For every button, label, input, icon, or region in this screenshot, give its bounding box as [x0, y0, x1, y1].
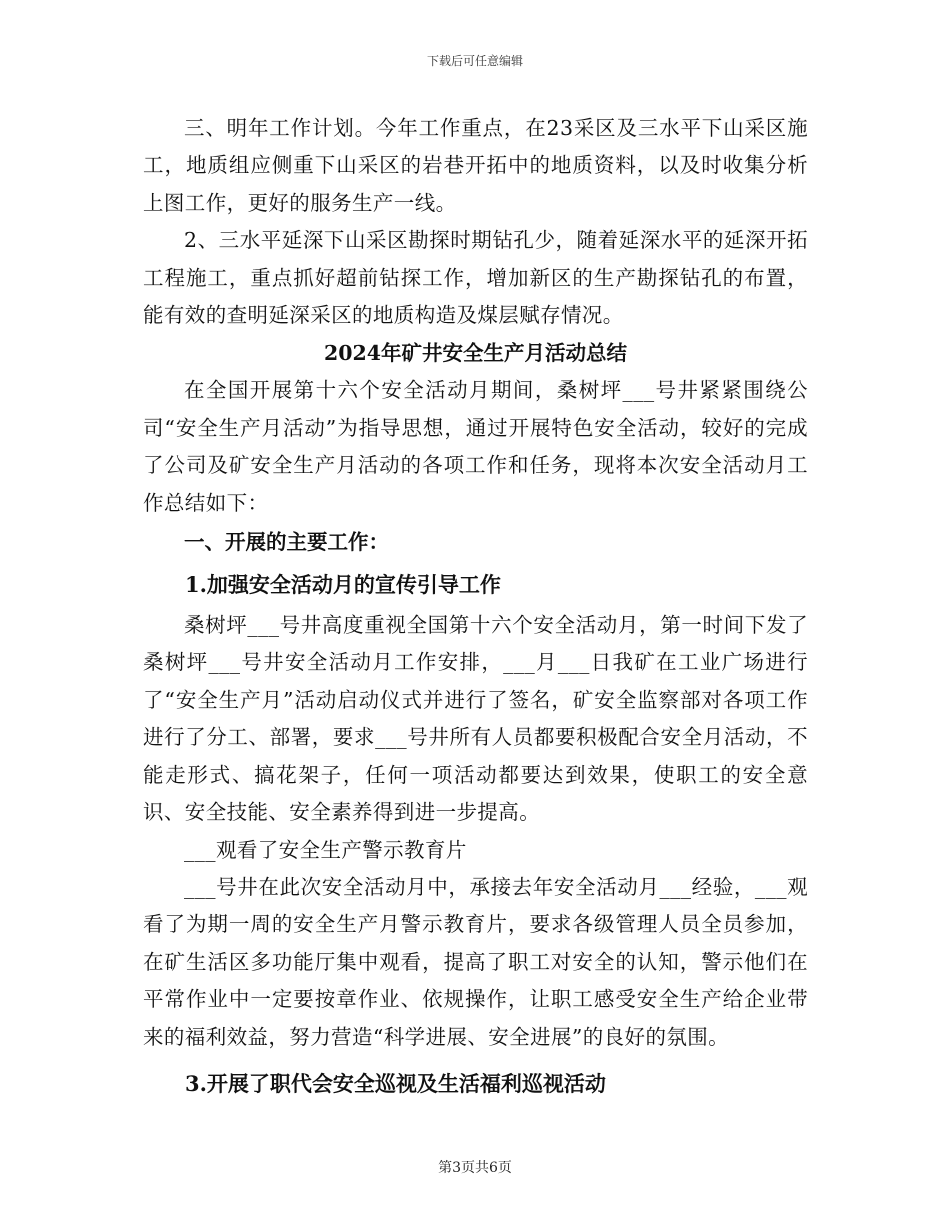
document-title: 2024年矿井安全生产月活动总结	[323, 341, 628, 366]
paragraph-warning-film-heading: ___观看了安全生产警示教育片	[184, 837, 467, 862]
page-footer: 第3页共6页	[438, 1160, 512, 1176]
page-header: 下载后可任意编辑	[426, 54, 523, 68]
paragraph-drilling: 2、三水平延深下山采区勘探时期钻孔少，随着延深水平的延深开拓工程施工，重点抓好超前钻探工作，增加新区的生产勘探钻孔的布置，能有效的查明延深采区的地质构造及煤层赋存情况。	[143, 228, 808, 328]
paragraph-warning-film: ___号井在此次安全活动月中，承接去年安全活动月___经验，___观看了为期一周的安全生产月警示教育片，要求各级管理人员全员参加，在矿生活区多功能厅集中观看，提高了职工对安全的认知，警示他们在平常作业中一定要按章作业、依规操作，让职工感受安全生产给企业带来的福利效益，努力营造“科学进展、安全进展”的良好的氛围。	[143, 874, 808, 1049]
document-body	[143, 110, 808, 1106]
paragraph-publicity: 桑树坪___号井高度重视全国第十六个安全活动月，第一时间下发了桑树坪___号井安全活动月工作安排，___月___日我矿在工业广场进行了“安全生产月”活动启动仪式并进行了签名，矿安全监察部对各项工作进行了分工、部署，要求___号井所有人员都要积极配合安全月活动，不能走形式、搞花架子，任何一项活动都要达到效果，使职工的安全意识、安全技能、安全素养得到进一步提高。	[143, 613, 808, 825]
paragraph-intro: 在全国开展第十六个安全活动月期间，桑树坪___号井紧紧围绕公司“安全生产月活动”为指导思想，通过开展特色安全活动，较好的完成了公司及矿安全生产月活动的各项工作和任务，现将本次安全活动月工作总结如下：	[143, 378, 808, 515]
paragraph-work-plan: 三、明年工作计划。今年工作重点，在23采区及三水平下山采区施工，地质组应侧重下山采区的岩巷开拓中的地质资料，以及时收集分析上图工作，更好的服务生产一线。	[143, 116, 808, 215]
section-heading-main-work: 一、开展的主要工作：	[184, 530, 389, 555]
subheading-inspection: 3.开展了职代会安全巡视及生活福利巡视活动	[185, 1070, 606, 1096]
subheading-publicity: 1.加强安全活动月的宣传引导工作	[185, 572, 501, 598]
